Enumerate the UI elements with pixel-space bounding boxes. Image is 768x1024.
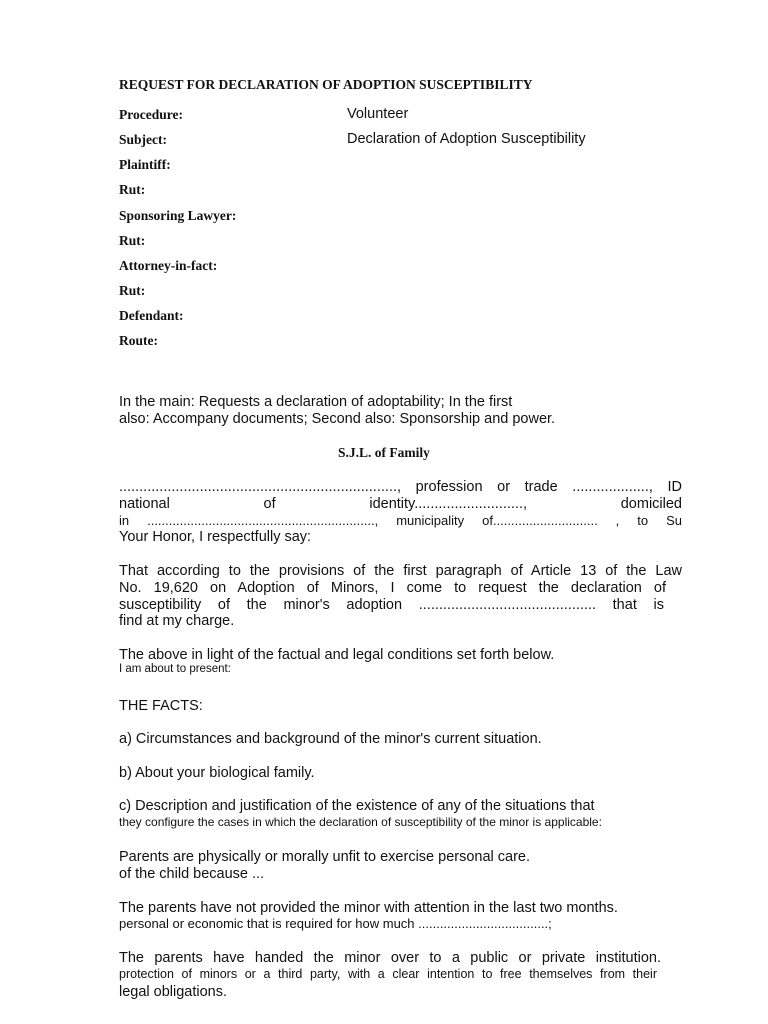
situation-1-line-1: Parents are physically or morally unfit to exercise personal care. [119,849,531,865]
fact-b: b) About your biological family. [119,765,315,781]
field-label-route: Route: [119,333,158,348]
field-label-rut-attorney: Rut: [119,283,146,298]
fact-a: a) Circumstances and background of the minor's current situation. [119,731,542,747]
field-label-rut-plaintiff: Rut: [119,182,146,197]
field-value-procedure: Volunteer [347,106,409,122]
fact-c-line-1: c) Description and justification of the existence of any of the situations that [119,798,595,814]
situation-3-line-3: legal obligations. [119,984,228,1000]
document-title: REQUEST FOR DECLARATION OF ADOPTION SUSCEPTIBILITY [119,77,533,92]
court-heading: S.J.L. of Family [338,445,430,460]
field-label-plaintiff: Plaintiff: [119,157,171,172]
request-line-2: No. 19,620 on Adoption of Minors, I come to request the declaration of [119,580,666,596]
field-label-subject: Subject: [119,132,167,147]
facts-heading: THE FACTS: [119,698,203,714]
summary-line-1: In the main: Requests a declaration of adoptability; In the first [119,394,513,410]
intro-line-4: Your Honor, I respectfully say: [119,529,312,545]
field-label-defendant: Defendant: [119,308,184,323]
summary-line-2: also: Accompany documents; Second also: Sponsorship and power. [119,411,556,427]
field-label-rut-lawyer: Rut: [119,233,146,248]
field-label-sponsoring-lawyer: Sponsoring Lawyer: [119,208,237,223]
fact-c-line-2: they configure the cases in which the declaration of susceptibility of the minor is applicable: [119,815,602,829]
intro-line-3: in ..............................................................., municipality of............................. , to Su [119,513,682,528]
request-line-4: find at my charge. [119,613,235,629]
situation-1-line-2: of the child because ... [119,866,265,882]
intro-line-1: ....................................................................., profession or trade ..................., ID [119,479,682,495]
above-line-1: The above in light of the factual and legal conditions set forth below. [119,647,555,663]
situation-3-line-2: protection of minors or a third party, with a clear intention to free themselves from their [119,967,657,981]
situation-3-line-1: The parents have handed the minor over to a public or private institution. [119,950,661,966]
request-line-3: susceptibility of the minor's adoption ............................................ that is [119,597,664,613]
field-label-attorney-in-fact: Attorney-in-fact: [119,258,218,273]
above-line-2: I am about to present: [119,663,231,675]
field-label-procedure: Procedure: [119,107,183,122]
situation-2-line-1: The parents have not provided the minor with attention in the last two months. [119,900,618,916]
intro-line-2: national of identity..........................., domiciled [119,496,682,512]
field-value-subject: Declaration of Adoption Susceptibility [347,131,586,147]
situation-2-line-2: personal or economic that is required for how much ....................................; [119,916,552,931]
request-line-1: That according to the provisions of the first paragraph of Article 13 of the Law [119,563,682,579]
